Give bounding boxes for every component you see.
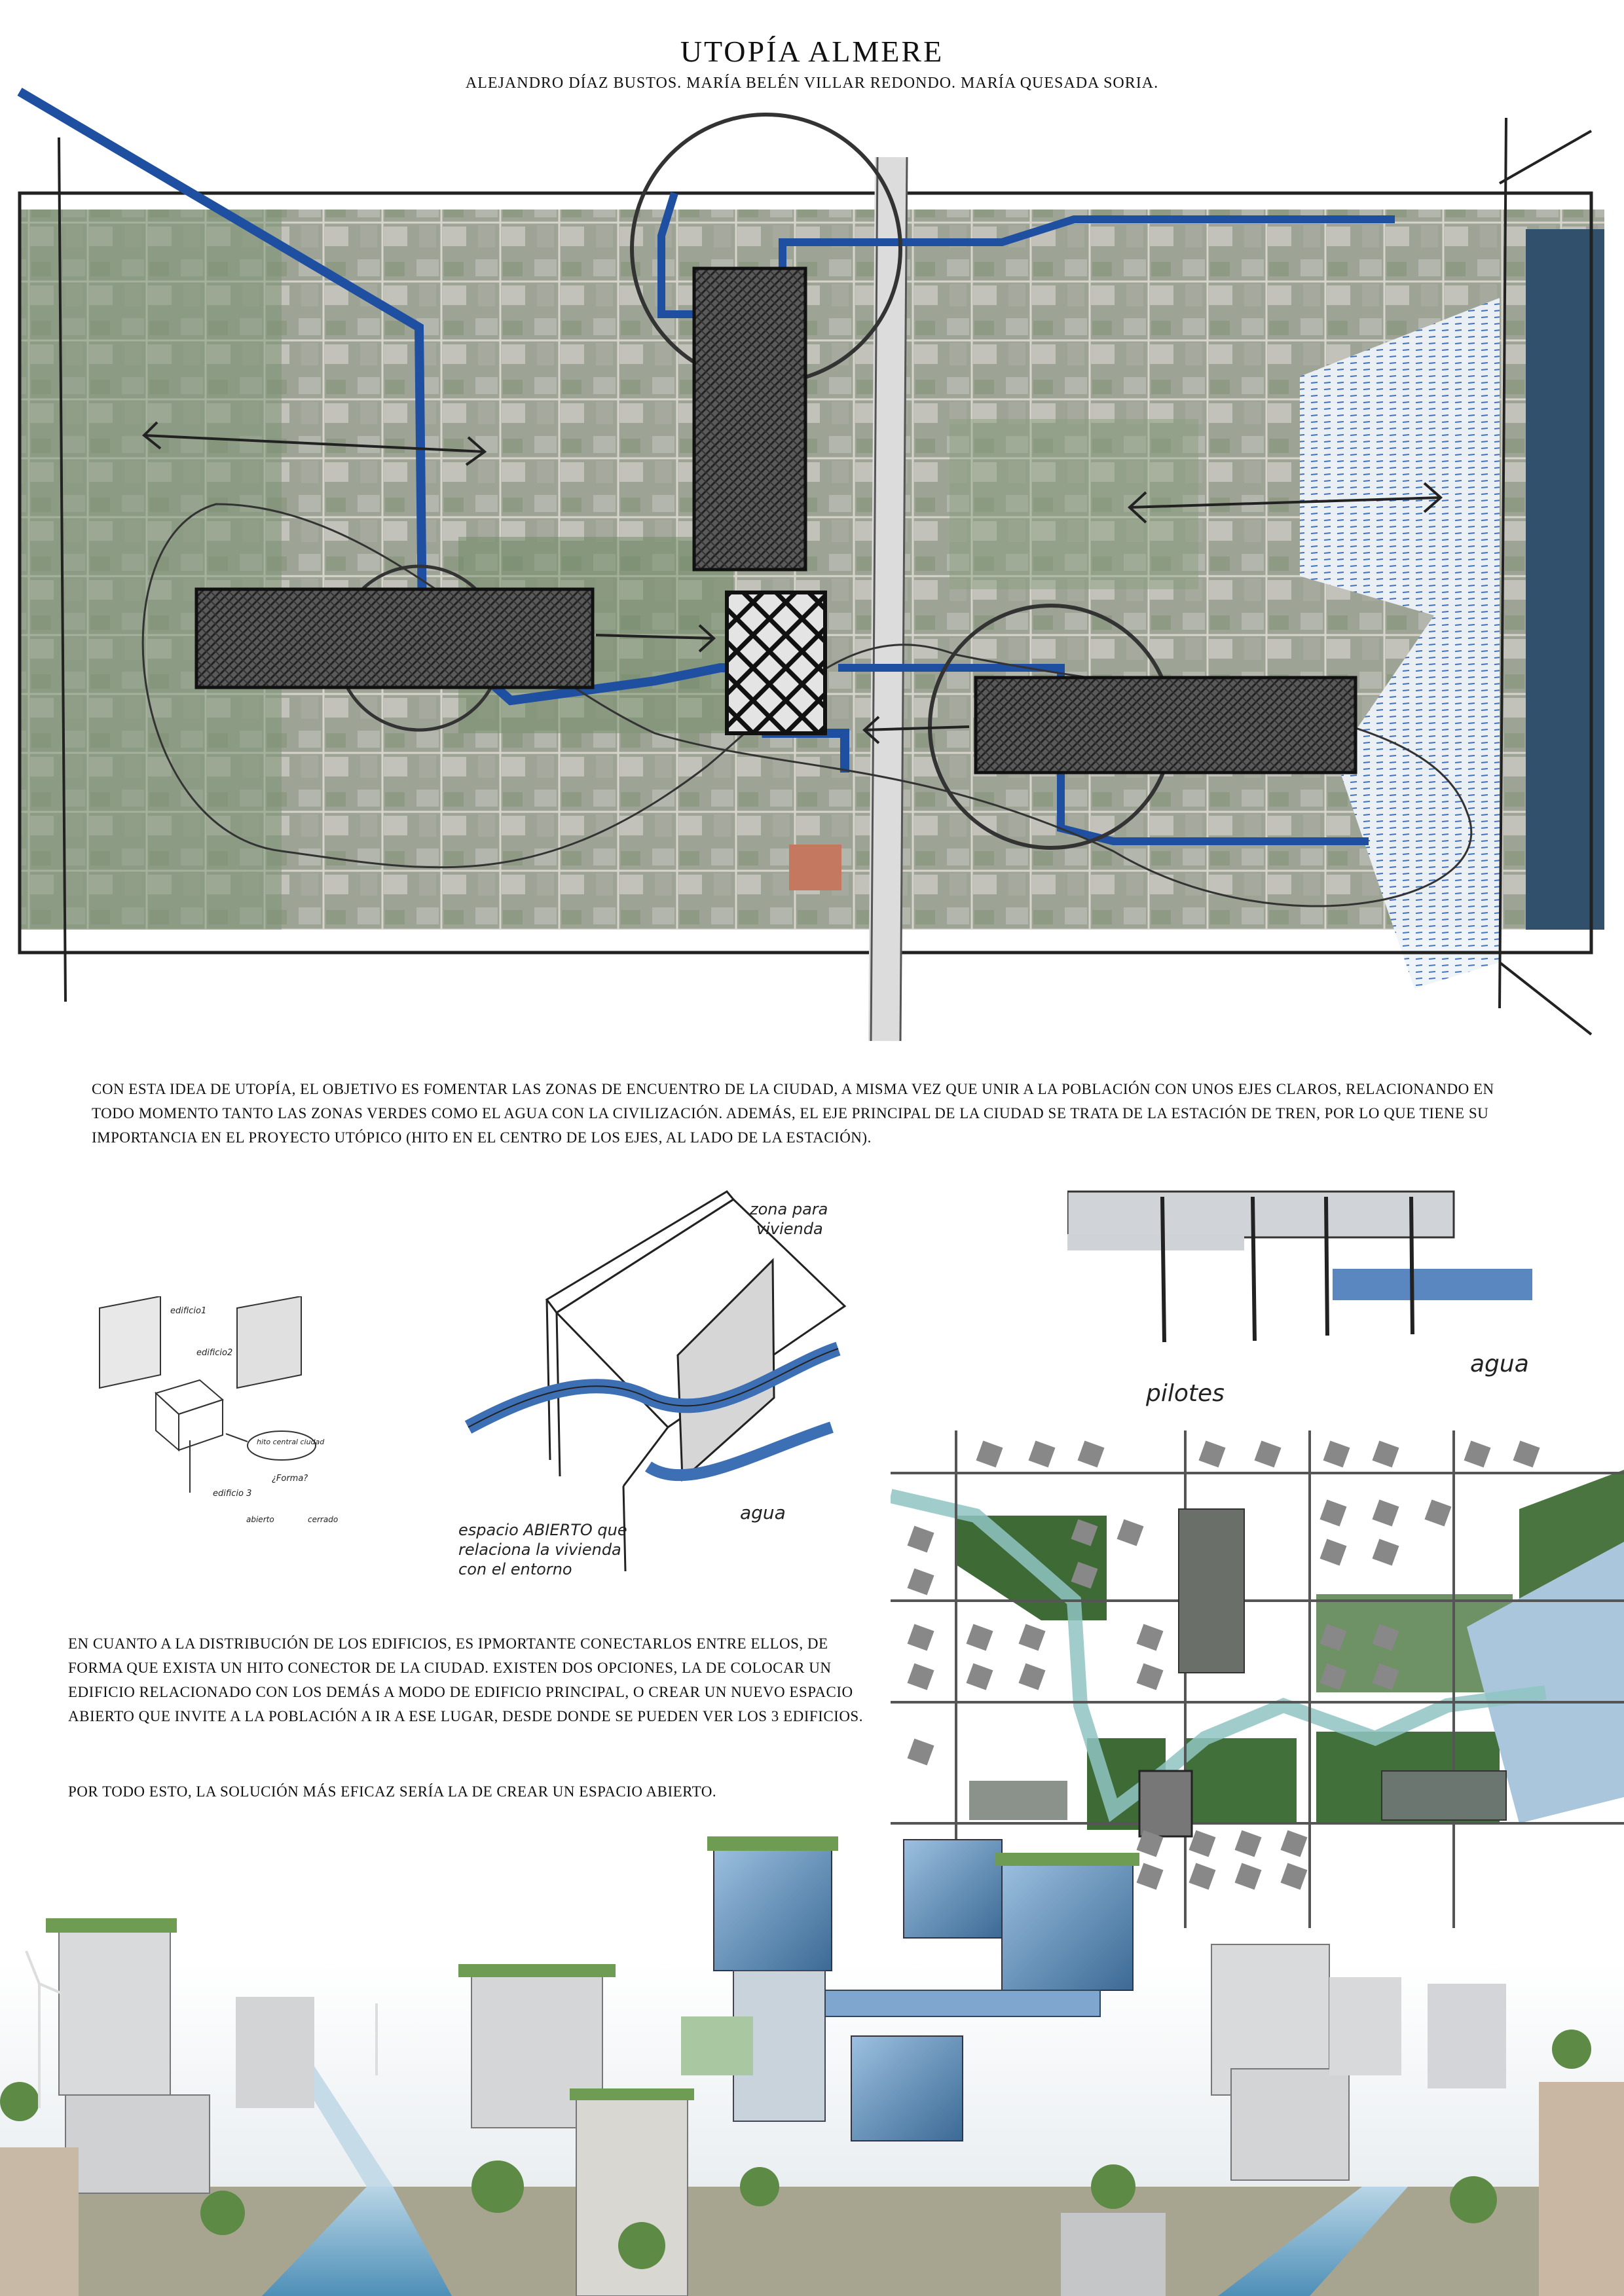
label-hito: hito central ciudad: [257, 1438, 325, 1446]
sketch-edificios: [92, 1296, 380, 1545]
label-zona-2: vivienda: [756, 1220, 823, 1238]
city-render-collage: [0, 1820, 1624, 2296]
label-edificio3: edificio 3: [213, 1489, 252, 1499]
label-edificio2: edificio2: [196, 1348, 233, 1358]
label-agua-2: agua: [740, 1502, 786, 1523]
distribution-paragraph: EN CUANTO A LA DISTRIBUCIÓN DE LOS EDIFICIOS, ES IPMORTANTE CONECTARLOS ENTRE ELLOS, DE FORMA QUE EXISTA UN HITO CONECTOR DE LA CIUDAD. EXISTEN DOS OPCIONES, LA DE COLOCAR UN EDIFICIO RELACIONADO CON LOS DEMÁS A MODO DE EDIFICIO PRINCIPAL, O CREAR UN NUEVO ESPACIO ABIERTO QUE INVITE A LA POBLACIÓN A IR A ESE LUGAR, DESDE DONDE SE PUEDEN VER LOS 3 EDIFICIOS.: [68, 1635, 863, 1724]
label-forma: ¿Forma?: [272, 1474, 308, 1484]
sketch-pilotes: [1067, 1178, 1539, 1427]
label-espacio-2: relaciona la vivienda: [458, 1540, 621, 1559]
label-edificio1: edificio1: [170, 1306, 207, 1316]
label-espacio-1: espacio ABIERTO que: [458, 1521, 627, 1539]
conclusion-paragraph: POR TODO ESTO, LA SOLUCIÓN MÁS EFICAZ SERÍA LA DE CREAR UN ESPACIO ABIERTO.: [68, 1783, 717, 1800]
page-title: UTOPÍA ALMERE: [680, 35, 944, 68]
intro-paragraph: CON ESTA IDEA DE UTOPÍA, EL OBJETIVO ES FOMENTAR LAS ZONAS DE ENCUENTRO DE LA CIUDAD, A MISMA VEZ QUE UNIR A LA POBLACIÓN CON UNOS EJES CLAROS, RELACIONANDO EN TODO MOMENTO TANTO LAS ZONAS VERDES COMO EL AGUA CON LA CIVILIZACIÓN. ADEMÁS, EL EJE PRINCIPAL DE LA CIUDAD SE TRATA DE LA ESTACIÓN DE TREN, POR LO QUE TIENE SU IMPORTANCIA EN EL PROYECTO UTÓPICO (HITO EN EL CENTRO DE LOS EJES, AL LADO DE LA ESTACIÓN).: [92, 1081, 1494, 1146]
masterplan-map: [0, 79, 1624, 1048]
label-cerrado: cerrado: [308, 1515, 339, 1524]
label-abierto: abierto: [246, 1515, 274, 1524]
authors-line: ALEJANDRO DÍAZ BUSTOS. MARÍA BELÉN VILLAR REDONDO. MARÍA QUESADA SORIA.: [465, 75, 1159, 92]
label-pilotes: pilotes: [1146, 1380, 1225, 1407]
label-agua-3: agua: [1470, 1351, 1529, 1377]
sketch-espacio-abierto: [452, 1178, 858, 1597]
label-zona-1: zona para: [750, 1200, 828, 1218]
label-espacio-3: con el entorno: [458, 1560, 572, 1578]
